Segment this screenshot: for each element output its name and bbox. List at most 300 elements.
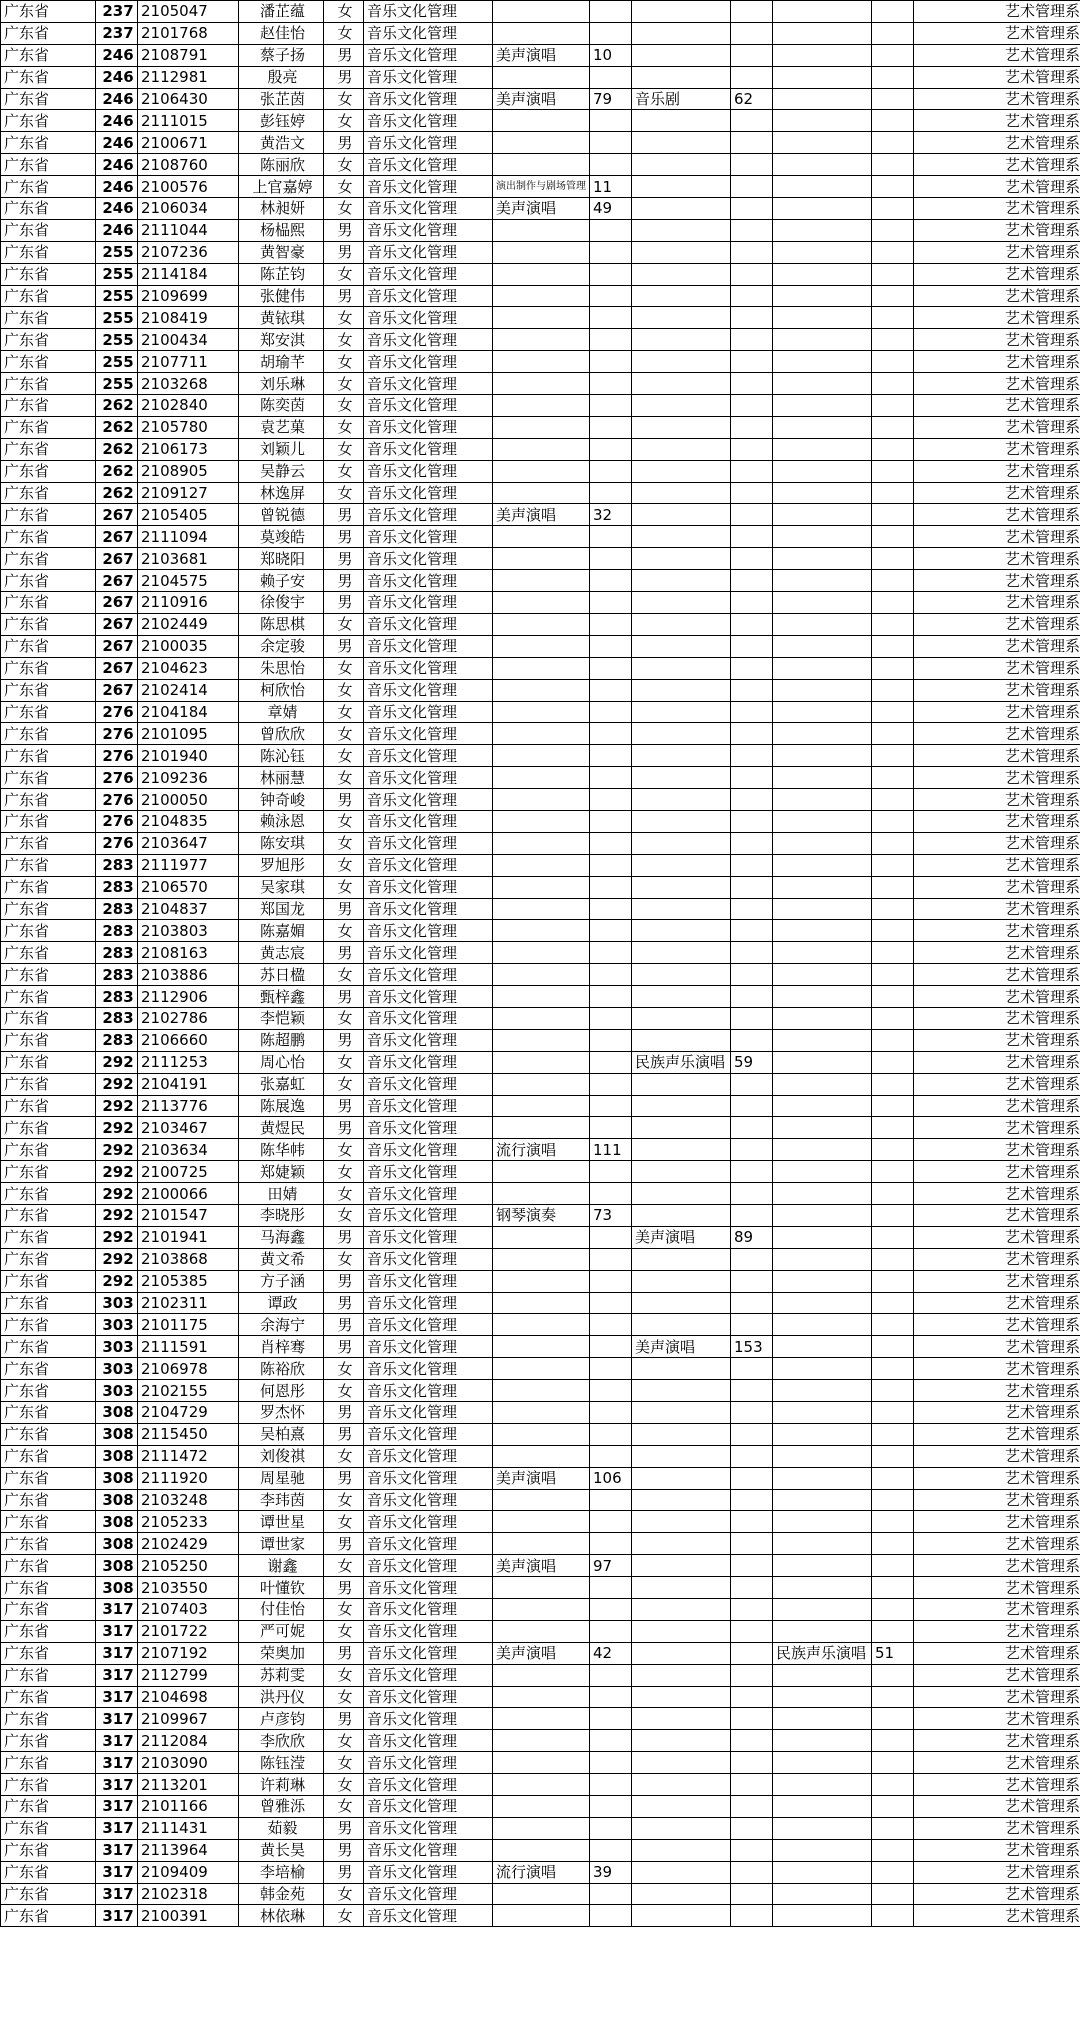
score-3-cell [872,482,914,504]
major-cell: 音乐文化管理 [364,986,493,1008]
gender-cell: 男 [324,1292,364,1314]
subject-1-cell [493,570,590,592]
score-2-cell [731,1007,773,1029]
department-cell: 艺术管理系 [914,1380,1080,1402]
name-cell: 肖梓骞 [239,1336,324,1358]
score-2-cell [731,351,773,373]
department-cell: 艺术管理系 [914,1007,1080,1029]
student-id-cell: 2103090 [138,1752,239,1774]
rank-cell: 262 [96,460,138,482]
score-3-cell [872,789,914,811]
table-row [1,1402,1080,1424]
province-cell: 广东省 [1,1051,96,1073]
subject-3-cell [773,1555,872,1577]
name-cell: 郑国龙 [239,898,324,920]
subject-1-cell [493,1073,590,1095]
student-id-cell: 2105780 [138,416,239,438]
department-cell: 艺术管理系 [914,154,1080,176]
province-cell: 广东省 [1,1029,96,1051]
province-cell: 广东省 [1,1730,96,1752]
major-cell: 音乐文化管理 [364,373,493,395]
province-cell: 广东省 [1,132,96,154]
province-cell: 广东省 [1,395,96,417]
gender-cell: 女 [324,1204,364,1226]
name-cell: 田婧 [239,1183,324,1205]
score-1-cell [590,395,632,417]
score-3-cell [872,1620,914,1642]
student-id-cell: 2106173 [138,438,239,460]
score-2-cell [731,1117,773,1139]
subject-2-cell: 美声演唱 [632,1336,731,1358]
table-row [1,789,1080,811]
major-cell: 音乐文化管理 [364,548,493,570]
subject-2-cell [632,942,731,964]
score-2-cell [731,504,773,526]
student-id-cell: 2106570 [138,876,239,898]
major-cell: 音乐文化管理 [364,1358,493,1380]
gender-cell: 女 [324,1752,364,1774]
score-3-cell [872,1226,914,1248]
score-1-cell: 73 [590,1204,632,1226]
subject-1-cell [493,110,590,132]
score-2-cell [731,1402,773,1424]
department-cell: 艺术管理系 [914,635,1080,657]
province-cell: 广东省 [1,438,96,460]
subject-1-cell [493,1161,590,1183]
province-cell: 广东省 [1,1007,96,1029]
gender-cell: 女 [324,810,364,832]
score-3-cell [872,635,914,657]
student-id-cell: 2100725 [138,1161,239,1183]
name-cell: 陈钰滢 [239,1752,324,1774]
name-cell: 曾锐德 [239,504,324,526]
name-cell: 付佳怡 [239,1599,324,1621]
subject-2-cell [632,1861,731,1883]
subject-3-cell [773,1095,872,1117]
score-2-cell [731,263,773,285]
gender-cell: 女 [324,1774,364,1796]
province-cell: 广东省 [1,110,96,132]
subject-1-cell [493,1620,590,1642]
province-cell: 广东省 [1,1883,96,1905]
subject-2-cell [632,1599,731,1621]
department-cell: 艺术管理系 [914,351,1080,373]
department-cell: 艺术管理系 [914,1796,1080,1818]
score-1-cell [590,307,632,329]
score-2-cell [731,920,773,942]
subject-1-cell [493,1664,590,1686]
table-row [1,460,1080,482]
gender-cell: 女 [324,176,364,198]
score-2-cell [731,1139,773,1161]
subject-2-cell [632,1445,731,1467]
subject-2-cell [632,701,731,723]
subject-2-cell [632,1555,731,1577]
score-1-cell [590,1095,632,1117]
province-cell: 广东省 [1,1664,96,1686]
name-cell: 章婧 [239,701,324,723]
subject-2-cell [632,964,731,986]
score-1-cell [590,351,632,373]
subject-1-cell [493,219,590,241]
major-cell: 音乐文化管理 [364,810,493,832]
score-2-cell [731,679,773,701]
rank-cell: 317 [96,1708,138,1730]
department-cell: 艺术管理系 [914,88,1080,110]
table-row [1,832,1080,854]
score-1-cell: 42 [590,1642,632,1664]
score-2-cell [731,1730,773,1752]
gender-cell: 女 [324,198,364,220]
subject-2-cell [632,1533,731,1555]
score-3-cell [872,1883,914,1905]
subject-3-cell [773,1445,872,1467]
subject-3-cell [773,767,872,789]
subject-3-cell [773,329,872,351]
subject-2-cell [632,1905,731,1927]
name-cell: 陈沁钰 [239,745,324,767]
major-cell: 音乐文化管理 [364,1686,493,1708]
score-1-cell [590,964,632,986]
name-cell: 莫竣皓 [239,526,324,548]
student-id-cell: 2104575 [138,570,239,592]
student-id-cell: 2112799 [138,1664,239,1686]
major-cell: 音乐文化管理 [364,1161,493,1183]
student-id-cell: 2105233 [138,1511,239,1533]
table-row [1,1007,1080,1029]
table-row [1,723,1080,745]
subject-2-cell [632,854,731,876]
gender-cell: 男 [324,1029,364,1051]
subject-1-cell [493,1095,590,1117]
province-cell: 广东省 [1,1117,96,1139]
score-2-cell [731,1796,773,1818]
gender-cell: 男 [324,1402,364,1424]
name-cell: 林丽慧 [239,767,324,789]
province-cell: 广东省 [1,723,96,745]
major-cell: 音乐文化管理 [364,1620,493,1642]
subject-2-cell [632,1183,731,1205]
province-cell: 广东省 [1,548,96,570]
gender-cell: 女 [324,307,364,329]
rank-cell: 237 [96,1,138,23]
subject-1-cell [493,1402,590,1424]
subject-1-cell: 流行演唱 [493,1861,590,1883]
score-2-cell [731,613,773,635]
subject-2-cell [632,373,731,395]
department-cell: 艺术管理系 [914,1467,1080,1489]
score-1-cell [590,898,632,920]
student-id-cell: 2101166 [138,1796,239,1818]
major-cell: 音乐文化管理 [364,1,493,23]
name-cell: 彭钰婷 [239,110,324,132]
rank-cell: 246 [96,132,138,154]
department-cell: 艺术管理系 [914,1839,1080,1861]
subject-2-cell [632,1380,731,1402]
department-cell: 艺术管理系 [914,263,1080,285]
department-cell: 艺术管理系 [914,701,1080,723]
score-3-cell [872,1599,914,1621]
table-row [1,1599,1080,1621]
subject-3-cell [773,1861,872,1883]
score-1-cell [590,986,632,1008]
rank-cell: 292 [96,1226,138,1248]
subject-2-cell [632,920,731,942]
score-1-cell: 49 [590,198,632,220]
score-1-cell [590,1358,632,1380]
name-cell: 陈芷钧 [239,263,324,285]
rank-cell: 255 [96,263,138,285]
score-3-cell [872,854,914,876]
score-2-cell [731,1686,773,1708]
department-cell: 艺术管理系 [914,285,1080,307]
score-1-cell: 10 [590,44,632,66]
rank-cell: 246 [96,154,138,176]
name-cell: 李欣欣 [239,1730,324,1752]
province-cell: 广东省 [1,1774,96,1796]
subject-1-cell [493,854,590,876]
student-id-cell: 2104184 [138,701,239,723]
subject-3-cell [773,942,872,964]
province-cell: 广东省 [1,1511,96,1533]
rank-cell: 292 [96,1248,138,1270]
province-cell: 广东省 [1,1073,96,1095]
department-cell: 艺术管理系 [914,1292,1080,1314]
student-id-cell: 2106034 [138,198,239,220]
subject-3-cell [773,373,872,395]
subject-3-cell [773,1620,872,1642]
score-2-cell [731,1292,773,1314]
rank-cell: 303 [96,1358,138,1380]
major-cell: 音乐文化管理 [364,1051,493,1073]
score-3-cell [872,1664,914,1686]
score-2-cell [731,1817,773,1839]
score-2-cell [731,723,773,745]
student-id-cell: 2112981 [138,66,239,88]
student-id-cell: 2103868 [138,1248,239,1270]
table-row [1,1489,1080,1511]
subject-3-cell [773,263,872,285]
subject-1-cell [493,1489,590,1511]
name-cell: 黄煜民 [239,1117,324,1139]
subject-1-cell: 美声演唱 [493,1555,590,1577]
student-id-cell: 2111094 [138,526,239,548]
province-cell: 广东省 [1,1839,96,1861]
subject-1-cell [493,1577,590,1599]
table-row [1,1708,1080,1730]
score-2-cell [731,460,773,482]
score-2-cell [731,1839,773,1861]
score-2-cell [731,1161,773,1183]
table-row [1,1204,1080,1226]
subject-3-cell [773,1817,872,1839]
subject-3-cell [773,154,872,176]
rank-cell: 262 [96,438,138,460]
subject-3-cell [773,1489,872,1511]
score-2-cell [731,132,773,154]
major-cell: 音乐文化管理 [364,154,493,176]
score-2-cell [731,1861,773,1883]
subject-1-cell: 美声演唱 [493,1467,590,1489]
score-1-cell [590,1270,632,1292]
score-3-cell [872,88,914,110]
name-cell: 李恺颖 [239,1007,324,1029]
province-cell: 广东省 [1,1226,96,1248]
score-1-cell [590,526,632,548]
subject-2-cell [632,1489,731,1511]
subject-1-cell [493,1511,590,1533]
major-cell: 音乐文化管理 [364,1314,493,1336]
subject-3-cell [773,1686,872,1708]
score-2-cell [731,1489,773,1511]
student-id-cell: 2103268 [138,373,239,395]
score-1-cell [590,1533,632,1555]
subject-1-cell [493,613,590,635]
score-3-cell [872,1117,914,1139]
gender-cell: 女 [324,1620,364,1642]
gender-cell: 男 [324,635,364,657]
rank-cell: 283 [96,942,138,964]
rank-cell: 317 [96,1686,138,1708]
score-3-cell [872,307,914,329]
subject-1-cell [493,1905,590,1927]
table-row [1,1752,1080,1774]
subject-1-cell [493,351,590,373]
subject-2-cell [632,832,731,854]
name-cell: 林逸屏 [239,482,324,504]
score-3-cell [872,723,914,745]
student-id-cell: 2112084 [138,1730,239,1752]
name-cell: 曾欣欣 [239,723,324,745]
department-cell: 艺术管理系 [914,1248,1080,1270]
department-cell: 艺术管理系 [914,1095,1080,1117]
subject-2-cell [632,110,731,132]
major-cell: 音乐文化管理 [364,198,493,220]
table-row [1,1095,1080,1117]
score-3-cell [872,1577,914,1599]
subject-3-cell [773,1292,872,1314]
subject-2-cell [632,395,731,417]
score-3-cell [872,526,914,548]
subject-3-cell [773,679,872,701]
subject-3-cell [773,1577,872,1599]
rank-cell: 267 [96,526,138,548]
score-2-cell: 62 [731,88,773,110]
score-2-cell [731,657,773,679]
score-3-cell [872,876,914,898]
gender-cell: 男 [324,1314,364,1336]
department-cell: 艺术管理系 [914,198,1080,220]
subject-2-cell [632,1117,731,1139]
gender-cell: 女 [324,88,364,110]
table-row [1,504,1080,526]
score-1-cell [590,701,632,723]
gender-cell: 女 [324,854,364,876]
subject-2-cell [632,1883,731,1905]
score-2-cell [731,1204,773,1226]
score-2-cell [731,176,773,198]
rank-cell: 276 [96,789,138,811]
table-row [1,263,1080,285]
table-row [1,1511,1080,1533]
gender-cell: 女 [324,438,364,460]
student-id-cell: 2113776 [138,1095,239,1117]
province-cell: 广东省 [1,504,96,526]
rank-cell: 317 [96,1752,138,1774]
subject-1-cell [493,1358,590,1380]
score-3-cell [872,1292,914,1314]
name-cell: 罗旭彤 [239,854,324,876]
score-1-cell [590,285,632,307]
major-cell: 音乐文化管理 [364,1664,493,1686]
subject-3-cell [773,1402,872,1424]
subject-1-cell [493,1708,590,1730]
subject-1-cell [493,1796,590,1818]
score-3-cell [872,438,914,460]
subject-3-cell [773,88,872,110]
major-cell: 音乐文化管理 [364,1402,493,1424]
score-3-cell [872,1358,914,1380]
department-cell: 艺术管理系 [914,44,1080,66]
rank-cell: 317 [96,1642,138,1664]
subject-3-cell [773,66,872,88]
subject-2-cell [632,285,731,307]
major-cell: 音乐文化管理 [364,832,493,854]
score-3-cell [872,1445,914,1467]
score-3-cell [872,1402,914,1424]
department-cell: 艺术管理系 [914,613,1080,635]
gender-cell: 男 [324,1467,364,1489]
score-1-cell [590,942,632,964]
department-cell: 艺术管理系 [914,1423,1080,1445]
major-cell: 音乐文化管理 [364,1752,493,1774]
score-1-cell [590,810,632,832]
province-cell: 广东省 [1,44,96,66]
major-cell: 音乐文化管理 [364,219,493,241]
student-id-cell: 2111015 [138,110,239,132]
subject-1-cell [493,1248,590,1270]
rank-cell: 308 [96,1467,138,1489]
department-cell: 艺术管理系 [914,1774,1080,1796]
subject-2-cell [632,613,731,635]
subject-3-cell [773,1599,872,1621]
subject-2-cell [632,876,731,898]
major-cell: 音乐文化管理 [364,1511,493,1533]
score-3-cell [872,986,914,1008]
rank-cell: 267 [96,679,138,701]
major-cell: 音乐文化管理 [364,460,493,482]
rank-cell: 283 [96,854,138,876]
score-3-cell [872,241,914,263]
student-id-cell: 2108760 [138,154,239,176]
score-1-cell [590,613,632,635]
subject-2-cell [632,416,731,438]
student-id-cell: 2100671 [138,132,239,154]
student-id-cell: 2101768 [138,22,239,44]
table-row [1,1380,1080,1402]
score-3-cell [872,1270,914,1292]
subject-2-cell [632,810,731,832]
department-cell: 艺术管理系 [914,1402,1080,1424]
table-row [1,898,1080,920]
score-1-cell [590,1051,632,1073]
department-cell: 艺术管理系 [914,964,1080,986]
score-3-cell [872,1817,914,1839]
rank-cell: 255 [96,241,138,263]
department-cell: 艺术管理系 [914,1489,1080,1511]
score-3-cell [872,66,914,88]
gender-cell: 男 [324,1270,364,1292]
